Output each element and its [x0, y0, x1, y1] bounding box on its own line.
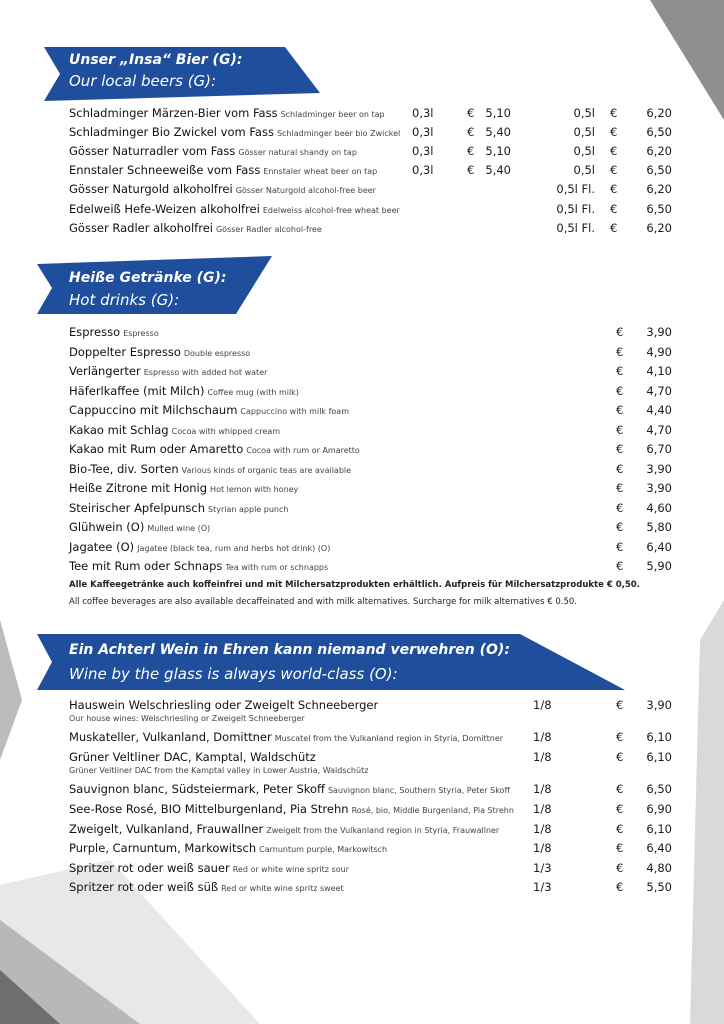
wine-size: 1/8 [533, 698, 552, 712]
wine-item-name: See-Rose Rosé, BIO Mittelburgenland, Pia Strehn [69, 802, 349, 816]
beer-size-large: 0,5l [573, 163, 595, 177]
wine-item [69, 861, 679, 879]
beer-price-small: 5,10 [485, 144, 511, 158]
hot-drink-name: Verlängerter [69, 364, 141, 378]
beer-price-small: 5,40 [485, 125, 511, 139]
beer-item [69, 221, 679, 239]
beer-title-de: Unser „Insa“ Bier (G): [69, 52, 243, 68]
hot-drink-item [69, 384, 679, 402]
wine-title-de: Ein Achterl Wein in Ehren kann niemand verwehren (O): [69, 642, 510, 658]
euro-sign: € [616, 481, 624, 495]
hot-drink-english: Various kinds of organic teas are available [181, 465, 352, 475]
hot-drinks-title-en: Hot drinks (G): [69, 291, 180, 309]
euro-sign: € [616, 861, 624, 875]
beer-item-english: Schladminger beer on tap [280, 110, 385, 119]
beer-title-en: Our local beers (G): [69, 72, 217, 90]
beer-price-large: 6,20 [646, 221, 672, 235]
hot-drinks-note-en: All coffee beverages are also available decaffeinated and with milk alternatives. Surcharge for milk alternatives € 0.50. [69, 597, 577, 607]
hot-drink-name: Bio-Tee, div. Sorten [69, 461, 179, 476]
wine-price: 6,40 [646, 841, 672, 855]
beer-item-name: Gösser Radler alkoholfrei [69, 221, 213, 235]
euro-sign: € [610, 144, 618, 158]
euro-sign: € [467, 163, 475, 177]
wine-title-en: Wine by the glass is always world-class (O): [69, 665, 398, 683]
wine-price: 6,90 [646, 802, 672, 816]
hot-drink-english: Mulled wine (O) [147, 524, 211, 533]
beer-size-large: 0,5l Fl. [556, 202, 595, 216]
euro-sign: € [616, 730, 624, 744]
euro-sign: € [616, 383, 624, 398]
hot-drink-name: Kakao mit Rum oder Amaretto [69, 442, 244, 456]
euro-sign: € [616, 750, 624, 764]
wine-price: 6,10 [646, 730, 672, 744]
hot-drink-item [69, 520, 679, 538]
euro-sign: € [616, 461, 624, 476]
beer-size-small: 0,3l [412, 163, 434, 177]
wine-item [69, 802, 679, 820]
wine-item-english: Red or white wine spritz sour [232, 865, 349, 874]
beer-size-large: 0,5l Fl. [556, 221, 595, 235]
wine-item-english: Red or white wine spritz sweet [221, 884, 344, 893]
wine-size: 1/8 [533, 750, 552, 764]
hot-drink-english: Cocoa with rum or Amaretto [246, 446, 360, 455]
euro-sign: € [616, 822, 624, 836]
hot-drink-price: 3,90 [646, 461, 672, 476]
hot-drinks-title-de: Heiße Getränke (G): [69, 270, 227, 286]
euro-sign: € [616, 841, 624, 855]
wine-item [69, 822, 679, 840]
beer-item-name: Gösser Naturgold alkoholfrei [69, 182, 233, 196]
hot-drink-price: 4,70 [646, 422, 672, 437]
beer-item [69, 202, 679, 220]
wine-item-english: Zweigelt from the Vulkanland region in Styria, Frauwallner [266, 826, 500, 835]
hot-drink-english: Styrian apple punch [208, 504, 289, 514]
euro-sign: € [616, 442, 624, 456]
hot-drink-price: 3,90 [646, 481, 672, 495]
beer-price-large: 6,20 [646, 144, 672, 158]
hot-drink-price: 6,70 [646, 442, 672, 456]
beer-item [69, 182, 679, 200]
hot-drink-english: Hot lemon with honey [210, 485, 299, 494]
beer-item-english: Schladminger beer bio Zwickel [276, 129, 401, 138]
beer-item-name: Gösser Naturradler vom Fass [69, 144, 236, 158]
wine-size: 1/8 [533, 841, 552, 855]
hot-drinks-note-de: Alle Kaffeegetränke auch koffeinfrei und mit Milchersatzprodukten erhältlich. Aufpreis für Milchersatzprodukte € 0,50. [69, 580, 640, 590]
hot-drink-price: 3,90 [646, 325, 672, 339]
hot-drink-item [69, 462, 679, 480]
beer-size-large: 0,5l [573, 144, 595, 158]
euro-sign: € [616, 520, 624, 534]
euro-sign: € [467, 106, 475, 120]
wine-size: 1/3 [533, 861, 552, 875]
beer-price-large: 6,20 [646, 106, 672, 120]
hot-drink-english: Espresso [123, 329, 159, 338]
beer-price-large: 6,20 [646, 182, 672, 196]
wine-item [69, 841, 679, 859]
hot-drink-name: Espresso [69, 325, 121, 339]
beer-item-name: Schladminger Märzen-Bier vom Fass [69, 106, 278, 120]
euro-sign: € [610, 106, 618, 120]
hot-drink-price: 5,90 [646, 559, 672, 573]
wine-item-name: Purple, Carnuntum, Markowitsch [69, 841, 257, 855]
euro-sign: € [610, 125, 618, 139]
hot-drink-item [69, 540, 679, 558]
euro-sign: € [616, 880, 624, 894]
euro-sign: € [616, 364, 624, 378]
beer-item-english: Gösser Naturgold alcohol-free beer [235, 186, 376, 195]
hot-drink-item [69, 559, 679, 577]
hot-drink-english: Espresso with added hot water [143, 368, 268, 377]
wine-price: 5,50 [646, 880, 672, 894]
wine-item-subtitle: Grüner Veltliner DAC from the Kamptal valley in Lower Austria, Waldschütz [69, 766, 369, 775]
wine-item-english: Carnuntum purple, Markowitsch [259, 845, 388, 854]
hot-drink-price: 4,60 [646, 500, 672, 515]
hot-drink-name: Kakao mit Schlag [69, 422, 169, 437]
euro-sign: € [616, 802, 624, 816]
euro-sign: € [616, 539, 624, 554]
hot-drink-price: 4,90 [646, 344, 672, 359]
beer-item-english: Ennstaler wheat beer on tap [263, 167, 378, 176]
wine-item-name: Muskateller, Vulkanland, Domittner [69, 730, 272, 744]
beer-size-small: 0,3l [412, 144, 434, 158]
beer-item [69, 106, 679, 124]
hot-drink-english: Jagatee (black tea, rum and herbs hot drink) (O) [137, 543, 331, 553]
euro-sign: € [616, 325, 624, 339]
beer-item-name: Ennstaler Schneeweiße vom Fass [69, 163, 261, 177]
wine-size: 1/8 [533, 730, 552, 744]
euro-sign: € [467, 125, 475, 139]
wine-section-banner [0, 634, 630, 698]
beer-item-name: Schladminger Bio Zwickel vom Fass [69, 125, 274, 139]
hot-drink-english: Double espresso [183, 348, 251, 358]
euro-sign: € [616, 559, 624, 573]
hot-drink-price: 6,40 [646, 539, 672, 554]
wine-item-name: Spritzer rot oder weiß süß [69, 880, 219, 894]
beer-item [69, 125, 679, 143]
wine-price: 4,80 [646, 861, 672, 875]
euro-sign: € [610, 221, 618, 235]
hot-drink-name: Tee mit Rum oder Schnaps [69, 559, 223, 573]
hot-drink-price: 4,10 [646, 364, 672, 378]
beer-price-large: 6,50 [646, 202, 672, 216]
wine-size: 1/8 [533, 802, 552, 816]
beer-item [69, 144, 679, 162]
euro-sign: € [616, 500, 624, 515]
wine-item [69, 782, 679, 800]
wine-price: 6,50 [646, 782, 672, 796]
wine-item-english: Rosé, bio, Middle Burgenland, Pia Strehn [351, 806, 514, 815]
beer-price-small: 5,10 [485, 106, 511, 120]
hot-drink-name: Doppelter Espresso [69, 344, 181, 359]
hot-drink-name: Heiße Zitrone mit Honig [69, 481, 208, 495]
wine-item-english: Sauvignon blanc, Southern Styria, Peter Skoff [327, 786, 510, 795]
wine-item-name: Hauswein Welschriesling oder Zweigelt Schneeberger [69, 698, 379, 712]
wine-size: 1/8 [533, 782, 552, 796]
hot-drink-name: Häferlkaffee (mit Milch) [69, 383, 205, 398]
hot-drink-english: Cappuccino with milk foam [240, 407, 349, 416]
euro-sign: € [467, 144, 475, 158]
wine-item-subtitle: Our house wines: Welschriesling or Zweigelt Schneeberger [69, 714, 305, 723]
beer-item-english: Gösser natural shandy on tap [238, 148, 357, 157]
wine-item [69, 730, 679, 748]
euro-sign: € [610, 202, 618, 216]
hot-drink-item [69, 345, 679, 363]
beer-item-name: Edelweiß Hefe-Weizen alkoholfrei [69, 202, 260, 216]
beer-price-small: 5,40 [485, 163, 511, 177]
beer-item [69, 163, 679, 181]
hot-drinks-section-banner [0, 256, 280, 320]
euro-sign: € [616, 422, 624, 437]
wine-item-name: Grüner Veltliner DAC, Kamptal, Waldschütz [69, 750, 316, 764]
beer-size-large: 0,5l [573, 125, 595, 139]
top-right-shape [650, 0, 724, 120]
hot-drink-price: 4,70 [646, 383, 672, 398]
wine-item-english: Muscatel from the Vulkanland region in Styria, Domittner [274, 734, 504, 743]
hot-drink-item [69, 364, 679, 382]
beer-size-large: 0,5l Fl. [556, 182, 595, 196]
hot-drink-name: Steirischer Apfelpunsch [69, 500, 206, 515]
beer-size-large: 0,5l [573, 106, 595, 120]
euro-sign: € [616, 344, 624, 359]
beer-size-small: 0,3l [412, 125, 434, 139]
beer-price-large: 6,50 [646, 125, 672, 139]
hot-drink-name: Cappuccino mit Milchschaum [69, 403, 238, 417]
hot-drink-price: 4,40 [646, 403, 672, 417]
euro-sign: € [610, 163, 618, 177]
hot-drink-english: Coffee mug (with milk) [207, 387, 299, 397]
hot-drink-english: Cocoa with whipped cream [171, 426, 281, 436]
hot-drink-item [69, 325, 679, 343]
hot-drink-item [69, 501, 679, 519]
hot-drink-item [69, 481, 679, 499]
hot-drink-name: Glühwein (O) [69, 520, 145, 534]
wine-item [69, 880, 679, 898]
hot-drink-item [69, 442, 679, 460]
wine-item-name: Zweigelt, Vulkanland, Frauwallner [69, 822, 264, 836]
right-side-shape [690, 600, 724, 1024]
euro-sign: € [616, 698, 624, 712]
wine-item-name: Spritzer rot oder weiß sauer [69, 861, 230, 875]
hot-drink-price: 5,80 [646, 520, 672, 534]
hot-drink-item [69, 403, 679, 421]
wine-price: 6,10 [646, 822, 672, 836]
euro-sign: € [616, 403, 624, 417]
hot-drink-item [69, 423, 679, 441]
wine-price: 3,90 [646, 698, 672, 712]
beer-item-english: Edelweiss alcohol-free wheat beer [262, 206, 400, 215]
beer-size-small: 0,3l [412, 106, 434, 120]
wine-size: 1/8 [533, 822, 552, 836]
beer-price-large: 6,50 [646, 163, 672, 177]
beer-item-english: Gösser Radler alcohol-free [215, 225, 322, 234]
hot-drink-english: Tea with rum or schnapps [225, 563, 329, 572]
hot-drink-name: Jagatee (O) [69, 539, 135, 554]
euro-sign: € [616, 782, 624, 796]
wine-price: 6,10 [646, 750, 672, 764]
euro-sign: € [610, 182, 618, 196]
wine-item-name: Sauvignon blanc, Südsteiermark, Peter Skoff [69, 782, 325, 796]
wine-size: 1/3 [533, 880, 552, 894]
beer-section-banner [0, 47, 330, 111]
